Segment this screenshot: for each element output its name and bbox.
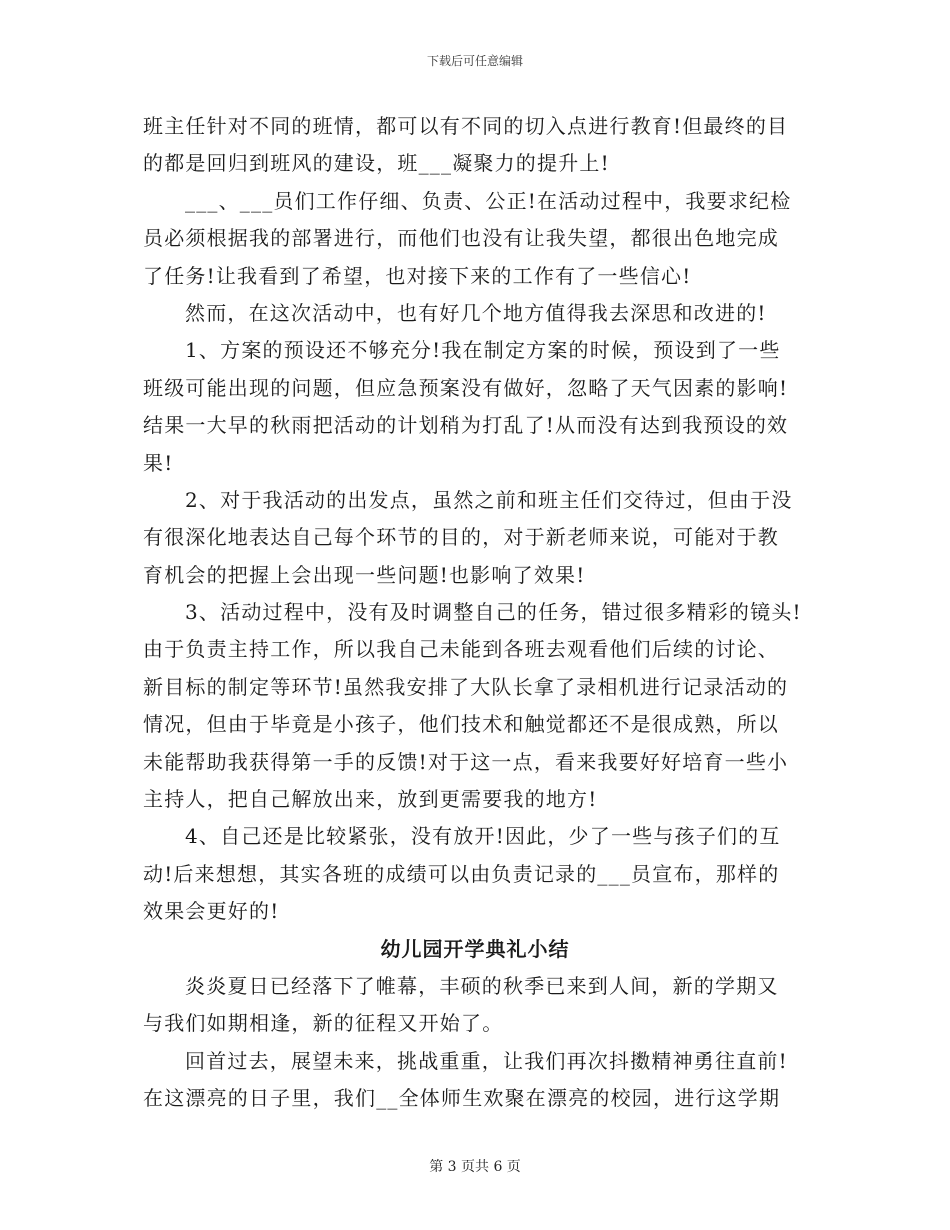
text-line: 有很深化地表达自己每个环节的目的，对于新老师来说，可能对于教 — [143, 525, 779, 550]
page-header: 下载后可任意编辑 — [426, 54, 523, 68]
text-line: 与我们如期相逢，新的征程又开始了。 — [143, 1011, 504, 1036]
text-line: 员必须根据我的部署进行，而他们也没有让我失望，都很出色地完成 — [143, 226, 779, 251]
text-line: 主持人，把自己解放出来，放到更需要我的地方! — [143, 787, 598, 812]
text-line: 新目标的制定等环节!虽然我安排了大队长拿了录相机进行记录活动的 — [143, 674, 789, 699]
text-line: 由于负责主持工作，所以我自己未能到各班去观看他们后续的讨论、 — [143, 637, 779, 662]
text-line: 结果一大早的秋雨把活动的计划稍为打乱了!从而没有达到我预设的效 — [143, 413, 789, 438]
text-line: ___、___员们工作仔细、负责、公正!在活动过程中，我要求纪检 — [185, 188, 792, 213]
text-line: 3、活动过程中，没有及时调整自己的任务，错过很多精彩的镜头! — [185, 600, 802, 625]
text-line: 育机会的把握上会出现一些问题!也影响了效果! — [143, 562, 586, 587]
text-line: 动!后来想想，其实各班的成绩可以由负责记录的___员宣布，那样的 — [143, 861, 780, 886]
section-title: 幼儿园开学典礼小结 — [380, 936, 570, 961]
text-line: 果! — [143, 450, 174, 475]
text-line: 未能帮助我获得第一手的反馈!对于这一点，看来我要好好培育一些小 — [143, 749, 789, 774]
page-footer: 第 3 页共 6 页 — [429, 1159, 521, 1175]
paragraph-block — [143, 108, 807, 931]
document-body — [143, 108, 807, 1118]
text-line: 效果会更好的! — [143, 899, 280, 924]
text-line: 班级可能出现的问题，但应急预案没有做好，忽略了天气因素的影响! — [143, 375, 789, 400]
text-line: 1、方案的预设还不够充分!我在制定方案的时候，预设到了一些 — [185, 338, 781, 363]
text-line: 在这漂亮的日子里，我们__全体师生欢聚在漂亮的校园，进行这学期 — [143, 1086, 781, 1111]
section-paragraph-block — [143, 968, 807, 1118]
text-line: 情况，但由于毕竟是小孩子，他们技术和触觉都还不是很成熟，所以 — [143, 712, 779, 737]
text-line: 2、对于我活动的出发点，虽然之前和班主任们交待过，但由于没 — [185, 487, 793, 512]
text-line: 的都是回归到班风的建设，班___凝聚力的提升上! — [143, 151, 610, 176]
text-line: 然而，在这次活动中，也有好几个地方值得我去深思和改进的! — [185, 300, 767, 325]
text-line: 炎炎夏日已经落下了帷幕，丰硕的秋季已来到人间，新的学期又 — [185, 973, 779, 998]
text-line: 班主任针对不同的班情，都可以有不同的切入点进行教育!但最终的目 — [143, 114, 789, 138]
text-line: 了任务!让我看到了希望，也对接下来的工作有了一些信心! — [143, 263, 692, 288]
text-line: 回首过去，展望未来，挑战重重，让我们再次抖擞精神勇往直前! — [185, 1048, 788, 1073]
text-line: 4、自己还是比较紧张，没有放开!因此，少了一些与孩子们的互 — [185, 824, 781, 849]
